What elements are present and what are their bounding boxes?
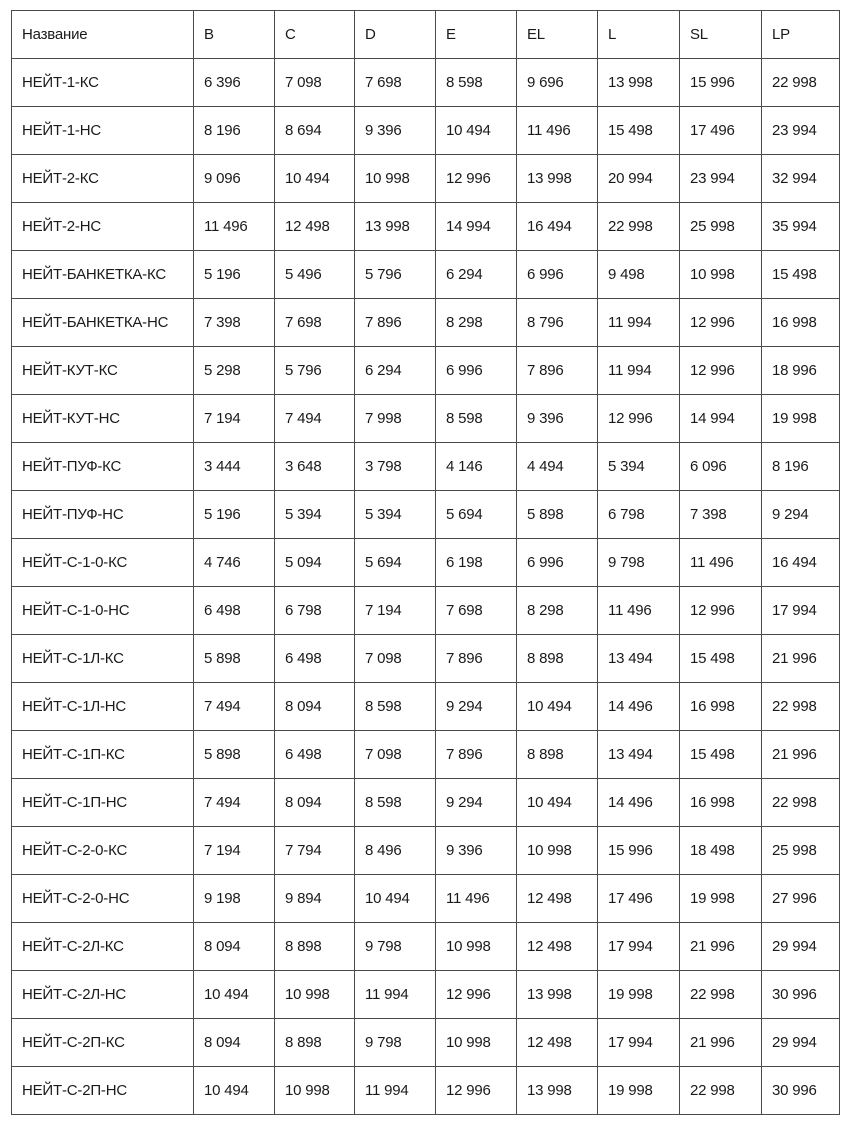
price-cell: 6 498 <box>275 731 355 779</box>
price-cell: 29 994 <box>762 923 840 971</box>
price-cell: 8 898 <box>517 635 598 683</box>
price-cell: 17 994 <box>762 587 840 635</box>
table-row <box>12 443 840 491</box>
price-cell: 8 298 <box>436 299 517 347</box>
price-cell: 10 494 <box>517 779 598 827</box>
price-cell: 7 896 <box>517 347 598 395</box>
price-cell: 9 798 <box>598 539 680 587</box>
price-cell: 13 494 <box>598 731 680 779</box>
price-cell: 5 694 <box>436 491 517 539</box>
price-cell: 3 444 <box>194 443 275 491</box>
price-cell: 10 494 <box>194 1067 275 1115</box>
price-cell: 7 494 <box>194 683 275 731</box>
price-cell: 6 798 <box>275 587 355 635</box>
price-cell: 6 294 <box>355 347 436 395</box>
price-cell: 5 394 <box>275 491 355 539</box>
price-cell: 10 998 <box>275 971 355 1019</box>
price-cell: 6 996 <box>517 539 598 587</box>
table-row <box>12 107 840 155</box>
price-cell: 9 798 <box>355 1019 436 1067</box>
price-cell: 23 994 <box>762 107 840 155</box>
price-cell: 6 996 <box>517 251 598 299</box>
price-cell: 9 294 <box>762 491 840 539</box>
price-cell: 14 496 <box>598 683 680 731</box>
product-name-cell: НЕЙТ-ПУФ-НС <box>12 491 194 539</box>
table-row <box>12 923 840 971</box>
price-cell: 8 898 <box>275 1019 355 1067</box>
price-cell: 11 496 <box>194 203 275 251</box>
table-row <box>12 491 840 539</box>
price-cell: 9 294 <box>436 779 517 827</box>
product-name-cell: НЕЙТ-С-1П-НС <box>12 779 194 827</box>
price-cell: 10 494 <box>275 155 355 203</box>
price-cell: 15 498 <box>762 251 840 299</box>
price-cell: 10 998 <box>680 251 762 299</box>
column-header: LP <box>762 11 840 59</box>
price-cell: 12 996 <box>436 155 517 203</box>
product-name-cell: НЕЙТ-1-КС <box>12 59 194 107</box>
price-cell: 22 998 <box>680 1067 762 1115</box>
price-cell: 12 996 <box>598 395 680 443</box>
price-cell: 8 298 <box>517 587 598 635</box>
price-cell: 18 498 <box>680 827 762 875</box>
price-cell: 17 496 <box>598 875 680 923</box>
price-cell: 4 146 <box>436 443 517 491</box>
price-cell: 12 498 <box>517 1019 598 1067</box>
price-cell: 14 496 <box>598 779 680 827</box>
price-cell: 7 098 <box>355 731 436 779</box>
price-cell: 5 394 <box>598 443 680 491</box>
price-cell: 5 796 <box>355 251 436 299</box>
product-name-cell: НЕЙТ-С-1П-КС <box>12 731 194 779</box>
price-cell: 12 996 <box>680 299 762 347</box>
price-cell: 11 496 <box>436 875 517 923</box>
product-name-cell: НЕЙТ-КУТ-КС <box>12 347 194 395</box>
table-row <box>12 587 840 635</box>
product-name-cell: НЕЙТ-2-НС <box>12 203 194 251</box>
price-cell: 7 398 <box>194 299 275 347</box>
price-cell: 23 994 <box>680 155 762 203</box>
table-header <box>12 11 840 59</box>
price-cell: 21 996 <box>680 923 762 971</box>
price-cell: 8 094 <box>275 779 355 827</box>
price-cell: 11 496 <box>598 587 680 635</box>
price-table-container <box>11 10 840 1115</box>
price-cell: 7 698 <box>275 299 355 347</box>
price-cell: 5 196 <box>194 251 275 299</box>
price-cell: 6 198 <box>436 539 517 587</box>
price-cell: 10 494 <box>436 107 517 155</box>
price-cell: 10 998 <box>436 1019 517 1067</box>
price-cell: 7 998 <box>355 395 436 443</box>
price-cell: 6 096 <box>680 443 762 491</box>
product-name-cell: НЕЙТ-С-1Л-КС <box>12 635 194 683</box>
price-cell: 9 798 <box>355 923 436 971</box>
table-row <box>12 59 840 107</box>
price-cell: 8 196 <box>194 107 275 155</box>
price-cell: 10 494 <box>355 875 436 923</box>
price-cell: 7 194 <box>355 587 436 635</box>
price-cell: 7 896 <box>436 635 517 683</box>
product-name-cell: НЕЙТ-БАНКЕТКА-КС <box>12 251 194 299</box>
price-cell: 8 196 <box>762 443 840 491</box>
table-body <box>12 59 840 1115</box>
price-cell: 10 494 <box>194 971 275 1019</box>
price-cell: 9 396 <box>517 395 598 443</box>
price-cell: 35 994 <box>762 203 840 251</box>
price-cell: 22 998 <box>680 971 762 1019</box>
price-cell: 21 996 <box>762 635 840 683</box>
price-cell: 5 196 <box>194 491 275 539</box>
price-cell: 5 094 <box>275 539 355 587</box>
product-name-cell: НЕЙТ-С-2П-КС <box>12 1019 194 1067</box>
price-cell: 16 998 <box>680 683 762 731</box>
table-row <box>12 539 840 587</box>
price-cell: 12 996 <box>680 587 762 635</box>
price-cell: 8 796 <box>517 299 598 347</box>
product-name-cell: НЕЙТ-КУТ-НС <box>12 395 194 443</box>
price-cell: 32 994 <box>762 155 840 203</box>
price-cell: 10 998 <box>355 155 436 203</box>
price-cell: 12 498 <box>517 875 598 923</box>
price-cell: 9 894 <box>275 875 355 923</box>
table-row <box>12 875 840 923</box>
product-name-cell: НЕЙТ-С-1Л-НС <box>12 683 194 731</box>
price-cell: 22 998 <box>762 683 840 731</box>
price-cell: 6 294 <box>436 251 517 299</box>
price-cell: 7 494 <box>275 395 355 443</box>
price-cell: 5 496 <box>275 251 355 299</box>
price-cell: 22 998 <box>762 59 840 107</box>
product-name-cell: НЕЙТ-С-2Л-КС <box>12 923 194 971</box>
product-name-cell: НЕЙТ-2-КС <box>12 155 194 203</box>
price-cell: 5 796 <box>275 347 355 395</box>
price-cell: 8 496 <box>355 827 436 875</box>
price-cell: 11 496 <box>517 107 598 155</box>
price-cell: 11 994 <box>598 347 680 395</box>
price-cell: 11 994 <box>355 1067 436 1115</box>
price-cell: 12 996 <box>436 971 517 1019</box>
price-cell: 9 696 <box>517 59 598 107</box>
price-cell: 11 994 <box>598 299 680 347</box>
price-cell: 10 998 <box>275 1067 355 1115</box>
price-cell: 7 896 <box>355 299 436 347</box>
price-cell: 5 298 <box>194 347 275 395</box>
price-cell: 7 098 <box>355 635 436 683</box>
column-header: SL <box>680 11 762 59</box>
price-cell: 8 898 <box>517 731 598 779</box>
price-cell: 9 096 <box>194 155 275 203</box>
table-row <box>12 155 840 203</box>
table-row <box>12 203 840 251</box>
product-name-cell: НЕЙТ-ПУФ-КС <box>12 443 194 491</box>
price-cell: 21 996 <box>762 731 840 779</box>
price-cell: 27 996 <box>762 875 840 923</box>
price-cell: 14 994 <box>680 395 762 443</box>
price-cell: 10 494 <box>517 683 598 731</box>
price-cell: 12 996 <box>436 1067 517 1115</box>
table-row <box>12 827 840 875</box>
price-cell: 12 498 <box>275 203 355 251</box>
price-cell: 7 896 <box>436 731 517 779</box>
price-cell: 15 996 <box>598 827 680 875</box>
price-cell: 7 098 <box>275 59 355 107</box>
product-name-cell: НЕЙТ-С-2-0-НС <box>12 875 194 923</box>
price-cell: 7 494 <box>194 779 275 827</box>
table-row <box>12 635 840 683</box>
column-header: Название <box>12 11 194 59</box>
table-row <box>12 1019 840 1067</box>
column-header: C <box>275 11 355 59</box>
product-name-cell: НЕЙТ-С-2П-НС <box>12 1067 194 1115</box>
price-cell: 19 998 <box>680 875 762 923</box>
table-row <box>12 971 840 1019</box>
price-cell: 19 998 <box>762 395 840 443</box>
price-cell: 12 498 <box>517 923 598 971</box>
price-cell: 21 996 <box>680 1019 762 1067</box>
price-cell: 4 746 <box>194 539 275 587</box>
table-row <box>12 1067 840 1115</box>
price-cell: 17 994 <box>598 1019 680 1067</box>
price-cell: 12 996 <box>680 347 762 395</box>
product-name-cell: НЕЙТ-БАНКЕТКА-НС <box>12 299 194 347</box>
price-cell: 7 398 <box>680 491 762 539</box>
price-cell: 16 998 <box>762 299 840 347</box>
column-header: D <box>355 11 436 59</box>
price-cell: 5 898 <box>194 635 275 683</box>
price-cell: 14 994 <box>436 203 517 251</box>
price-cell: 17 496 <box>680 107 762 155</box>
price-cell: 7 794 <box>275 827 355 875</box>
price-cell: 6 396 <box>194 59 275 107</box>
table-row <box>12 779 840 827</box>
product-name-cell: НЕЙТ-1-НС <box>12 107 194 155</box>
price-cell: 9 294 <box>436 683 517 731</box>
table-row <box>12 251 840 299</box>
price-cell: 8 598 <box>355 779 436 827</box>
price-cell: 3 648 <box>275 443 355 491</box>
price-cell: 15 498 <box>680 731 762 779</box>
price-cell: 4 494 <box>517 443 598 491</box>
price-cell: 13 998 <box>355 203 436 251</box>
price-cell: 25 998 <box>762 827 840 875</box>
price-cell: 7 194 <box>194 827 275 875</box>
price-cell: 9 396 <box>436 827 517 875</box>
price-cell: 13 998 <box>517 1067 598 1115</box>
price-cell: 5 898 <box>194 731 275 779</box>
price-table <box>11 10 840 1115</box>
price-cell: 8 598 <box>436 59 517 107</box>
column-header: E <box>436 11 517 59</box>
table-row <box>12 683 840 731</box>
price-cell: 3 798 <box>355 443 436 491</box>
price-cell: 22 998 <box>598 203 680 251</box>
price-cell: 10 998 <box>517 827 598 875</box>
column-header: L <box>598 11 680 59</box>
price-cell: 6 996 <box>436 347 517 395</box>
price-cell: 16 494 <box>517 203 598 251</box>
price-cell: 8 094 <box>194 1019 275 1067</box>
price-cell: 25 998 <box>680 203 762 251</box>
table-row <box>12 299 840 347</box>
product-name-cell: НЕЙТ-С-1-0-КС <box>12 539 194 587</box>
price-cell: 29 994 <box>762 1019 840 1067</box>
price-cell: 15 996 <box>680 59 762 107</box>
header-row <box>12 11 840 59</box>
price-cell: 8 094 <box>275 683 355 731</box>
product-name-cell: НЕЙТ-С-2Л-НС <box>12 971 194 1019</box>
price-cell: 20 994 <box>598 155 680 203</box>
price-cell: 6 798 <box>598 491 680 539</box>
table-row <box>12 347 840 395</box>
product-name-cell: НЕЙТ-С-1-0-НС <box>12 587 194 635</box>
price-cell: 16 494 <box>762 539 840 587</box>
price-cell: 13 494 <box>598 635 680 683</box>
price-cell: 9 396 <box>355 107 436 155</box>
price-cell: 19 998 <box>598 1067 680 1115</box>
price-cell: 22 998 <box>762 779 840 827</box>
price-cell: 18 996 <box>762 347 840 395</box>
price-cell: 11 994 <box>355 971 436 1019</box>
table-row <box>12 395 840 443</box>
price-cell: 15 498 <box>680 635 762 683</box>
product-name-cell: НЕЙТ-С-2-0-КС <box>12 827 194 875</box>
price-cell: 13 998 <box>598 59 680 107</box>
price-cell: 30 996 <box>762 1067 840 1115</box>
price-cell: 10 998 <box>436 923 517 971</box>
price-cell: 7 194 <box>194 395 275 443</box>
price-cell: 7 698 <box>355 59 436 107</box>
price-cell: 5 394 <box>355 491 436 539</box>
price-cell: 7 698 <box>436 587 517 635</box>
price-cell: 8 898 <box>275 923 355 971</box>
price-cell: 5 898 <box>517 491 598 539</box>
price-cell: 5 694 <box>355 539 436 587</box>
table-row <box>12 731 840 779</box>
price-cell: 6 498 <box>275 635 355 683</box>
column-header: EL <box>517 11 598 59</box>
price-cell: 8 694 <box>275 107 355 155</box>
price-cell: 8 598 <box>355 683 436 731</box>
price-cell: 15 498 <box>598 107 680 155</box>
price-cell: 8 094 <box>194 923 275 971</box>
column-header: B <box>194 11 275 59</box>
price-cell: 19 998 <box>598 971 680 1019</box>
price-cell: 13 998 <box>517 971 598 1019</box>
price-cell: 16 998 <box>680 779 762 827</box>
price-cell: 17 994 <box>598 923 680 971</box>
price-cell: 11 496 <box>680 539 762 587</box>
price-cell: 9 198 <box>194 875 275 923</box>
price-cell: 8 598 <box>436 395 517 443</box>
price-cell: 9 498 <box>598 251 680 299</box>
price-cell: 30 996 <box>762 971 840 1019</box>
price-cell: 6 498 <box>194 587 275 635</box>
price-cell: 13 998 <box>517 155 598 203</box>
